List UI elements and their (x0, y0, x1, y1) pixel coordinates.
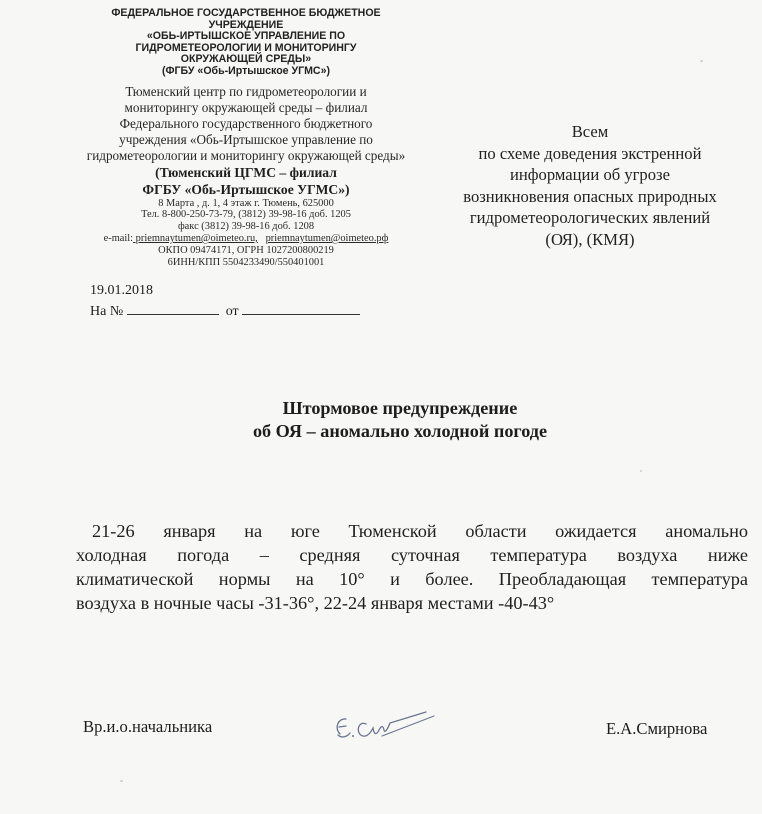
email-link-1[interactable]: priemnaytumen@oimeteo.ru, (133, 232, 258, 244)
paper-speck (120, 780, 123, 782)
document-date: 19.01.2018 (90, 283, 153, 298)
email-line (66, 233, 426, 245)
reference-from-blank (242, 301, 360, 315)
branch-line: Федерального государственного бюджетного (119, 115, 373, 131)
addressee-block (426, 121, 754, 250)
branch-short-name: (Тюменский ЦГМС – филиал (155, 164, 337, 180)
body-line: холодная погода – средняя суточная температура воздуха ниже (76, 545, 748, 565)
signatory-name: Е.А.Смирнова (606, 719, 708, 738)
org-line: ОКРУЖАЮЩЕЙ СРЕДЫ» (180, 53, 312, 66)
org-line: (ФГБУ «Обь-Иртышское УГМС») (161, 64, 331, 77)
signatory-position: Вр.и.о.начальника (83, 717, 213, 736)
reference-number-label: На № (90, 304, 124, 319)
reference-line (90, 301, 360, 320)
title-line: об ОЯ – аномально холодной погоде (252, 421, 548, 441)
org-line: ГИДРОМЕТЕОРОЛОГИИ И МОНИТОРИНГУ (135, 41, 357, 54)
branch-line: гидрометеорологии и мониторингу окружающей среды» (86, 147, 406, 163)
inn-line: 6ИНН/КПП 5504233490/550401001 (167, 256, 325, 268)
addressee-line: Всем (571, 122, 609, 141)
warning-body (76, 519, 748, 615)
fax-line: факс (3812) 39-98-16 доб. 1208 (177, 221, 315, 233)
okpo-line: ОКПО 09474171, ОГРН 1027200800219 (158, 244, 334, 256)
branch-name (66, 84, 426, 198)
org-line: «ОБЬ-ИРТЫШСКОЕ УПРАВЛЕНИЕ ПО (146, 30, 346, 43)
addressee-line: возникновения опасных природных (463, 186, 717, 206)
branch-short-name: ФГБУ «Обь-Иртышское УГМС») (142, 181, 350, 197)
reference-number-blank (127, 301, 219, 315)
body-line: воздуха в ночные часы -31-36°, 22-24 января местами -40-43° (76, 593, 555, 613)
contact-details (66, 198, 426, 269)
paper-speck (640, 470, 642, 472)
address-line: 8 Марта , д. 1, 4 этаж г. Тюмень, 625000 (158, 197, 334, 209)
paper-speck (700, 60, 703, 62)
letterhead (66, 8, 426, 268)
branch-line: Тюменский центр по гидрометеорологии и (125, 83, 367, 99)
organization-name (66, 8, 426, 78)
title-line: Штормовое предупреждение (282, 398, 518, 418)
addressee-line: гидрометеорологических явлений (469, 208, 711, 227)
reference-from-label: от (225, 304, 239, 319)
phone-line: Тел. 8-800-250-73-79, (3812) 39-98-16 доб. 1205 (141, 209, 351, 221)
addressee-line: (ОЯ), (КМЯ) (545, 229, 635, 249)
handwritten-signature (330, 706, 440, 748)
org-line: ФЕДЕРАЛЬНОЕ ГОСУДАРСТВЕННОЕ БЮДЖЕТНОЕ (111, 7, 381, 19)
email-label: e-mail: (103, 232, 134, 244)
branch-line: мониторингу окружающей среды – филиал (124, 99, 368, 115)
addressee-line: информации об угрозе (510, 165, 670, 184)
body-line: 21-26 января на юге Тюменской области ожидается аномально (92, 521, 748, 541)
email-link-2[interactable]: priemnaytumen@oimeteo.рф (265, 232, 389, 244)
addressee-line: по схеме доведения экстренной (478, 143, 702, 163)
branch-line: учреждения «Обь-Иртышское управление по (119, 131, 373, 147)
body-line: климатической нормы на 10° и более. Преобладающая температура (76, 569, 748, 589)
org-line: УЧРЕЖДЕНИЕ (208, 18, 284, 31)
warning-title (130, 397, 670, 443)
